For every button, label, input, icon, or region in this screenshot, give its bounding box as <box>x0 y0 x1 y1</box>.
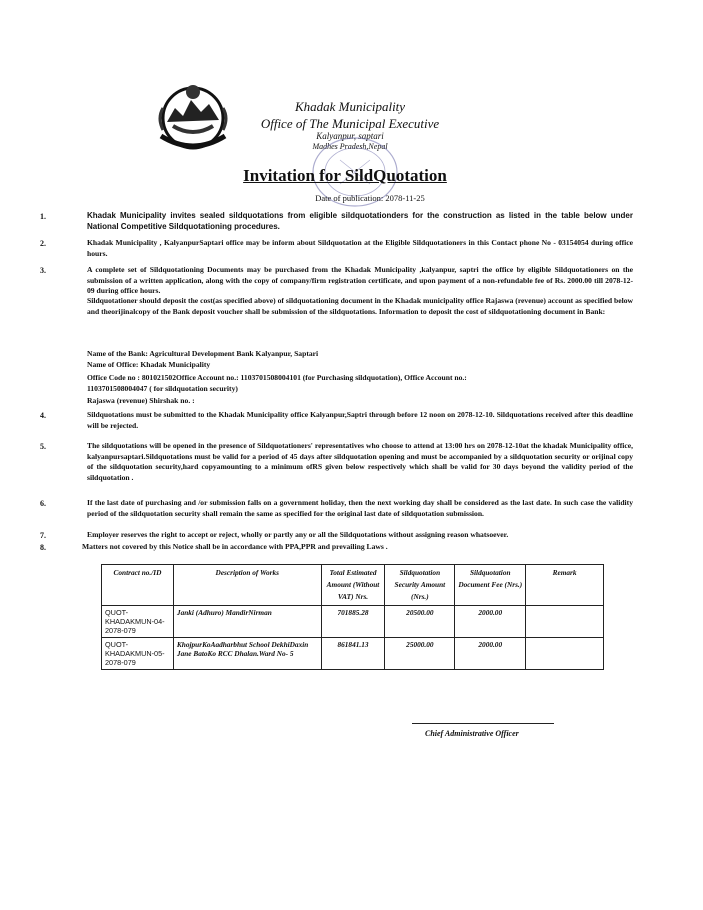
nepal-emblem-icon <box>153 78 233 156</box>
notice-item-8: Matters not covered by this Notice shall be in accordance with PPA,PPR and prevailing Laws . <box>82 542 388 551</box>
estimated-amount: 701885.28 <box>321 606 385 638</box>
work-description: KhojpurKoAadharbhut School DekhiDaxin Jane BatoKo RCC Dhalan.Ward No- 5 <box>173 638 321 670</box>
item-number: 8. <box>40 543 46 552</box>
col-header: Sildquotation Document Fee (Nrs.) <box>455 565 526 606</box>
org-name: Khadak Municipality <box>294 99 406 114</box>
col-header: Description of Works <box>173 565 321 606</box>
col-header: Total Estimated Amount (Without VAT) Nrs. <box>321 565 385 606</box>
signatory-title: Chief Administrative Officer <box>425 729 519 738</box>
office-location: Kalyanpur, saptari <box>316 131 384 141</box>
table-row <box>102 606 604 638</box>
office-code-line: Office Code no : 801021502Office Account no.: 1103701508004101 (for Purchasing sildquotation), Office Account no.: <box>87 373 467 382</box>
item-number: 6. <box>40 499 46 508</box>
item-number: 3. <box>40 266 46 275</box>
col-header: Sildquotation Security Amount (Nrs.) <box>385 565 455 606</box>
item-number: 2. <box>40 239 46 248</box>
notice-item-7: Employer reserves the right to accept or reject, wholly or partly any or all the Sildquotations without assigning reason whatsoever. <box>87 530 509 539</box>
item-number: 4. <box>40 411 46 420</box>
office-province: Madhes Pradesh,Nepal <box>312 142 388 151</box>
remark <box>526 638 604 670</box>
publication-date: Date of publication: 2078-11-25 <box>315 193 425 203</box>
quotation-table <box>101 564 604 670</box>
notice-item-4: Sildquotations must be submitted to the Khadak Municipality office Kalyanpur,Saptri through before 12 noon on 2078-12-10. Sildquotations received after this deadline will be rejected. <box>87 410 633 430</box>
item-number: 7. <box>40 531 46 540</box>
notice-item-5: The sildquotations will be opened in the presence of Sildquotationers' representatives who choose to attend at 13:00 hrs on 2078-12-10at the khadak Municipality office, kalyanpursaptari.Sildquotations must be valid for a period of 45 days after sildquotation opening and must be accompanied by a sildquotation security or orijinal copy of the sildquotation security,hard copyamounting to a minimum ofRS given below respectively which shall be valid for 30 days beyond the validity period of the sildquotation . <box>87 441 633 482</box>
item-number: 5. <box>40 442 46 451</box>
page-title: Invitation for SildQuotation <box>243 166 447 185</box>
signature-line <box>412 723 554 724</box>
document-fee: 2000.00 <box>455 606 526 638</box>
notice-item-6: If the last date of purchasing and /or submission falls on a government holiday, then the next working day shall be considered as the last date. In such case the validity period of the sildquotation security shall remain the same as specified for the original last date of sildquotation submission. <box>87 498 633 518</box>
document-fee: 2000.00 <box>455 638 526 670</box>
bank-name: Name of the Bank: Agricultural Development Bank Kalyanpur, Saptari <box>87 349 319 358</box>
col-header: Contract no./ID <box>102 565 174 606</box>
contract-id: QUOT-KHADAKMUN-04-2078-079 <box>102 606 174 638</box>
security-amount: 20500.00 <box>385 606 455 638</box>
office-name-line: Name of Office: Khadak Municipality <box>87 360 211 369</box>
work-description: Janki (Adhuro) MandirNirman <box>173 606 321 638</box>
estimated-amount: 861841.13 <box>321 638 385 670</box>
notice-item-2: Khadak Municipality , KalyanpurSaptari office may be inform about Sildquotation at the Eligible Sildquotationers in this Contact phone No - 03154054 during office hours. <box>87 238 633 258</box>
remark <box>526 606 604 638</box>
rajaswa-line: Rajaswa (revenue) Shirshak no. : <box>87 396 195 405</box>
contract-id: QUOT-KHADAKMUN-05-2078-079 <box>102 638 174 670</box>
notice-item-1: Khadak Municipality invites sealed sildquotations from eligible sildquotationders for the construction as listed in the table below under National Competitive Sildquotationing procedures. <box>87 211 633 231</box>
notice-item-3: A complete set of Sildquotationing Documents may be purchased from the Khadak Municipality ,kalyanpur, saptri the office by eligible Sildquotationers on the submission of a written application, along with the copy of company/firm registration certificate, and upon payment of a non-refundable fee of Rs. 2000.00 till 2078-12-09 during office hours. <box>87 265 633 295</box>
item-number: 1. <box>40 212 46 221</box>
office-name: Office of The Municipal Executive <box>260 116 440 131</box>
security-account-line: 1103701508004047 ( for sildquotation security) <box>87 384 238 393</box>
notice-item-3-deposit: Sildquotationer should deposit the cost(as specified above) of sildquotationing document in the Khadak municipality office Rajaswa (revenue) account as specified below and theorijinalcopy of the Bank deposit voucher shall be submission of the sildquotations. Information to deposit the cost of sildquotationing document in Bank: <box>87 296 633 316</box>
col-header: Remark <box>526 565 604 606</box>
security-amount: 25000.00 <box>385 638 455 670</box>
table-header-row <box>102 565 604 606</box>
table-row <box>102 638 604 670</box>
